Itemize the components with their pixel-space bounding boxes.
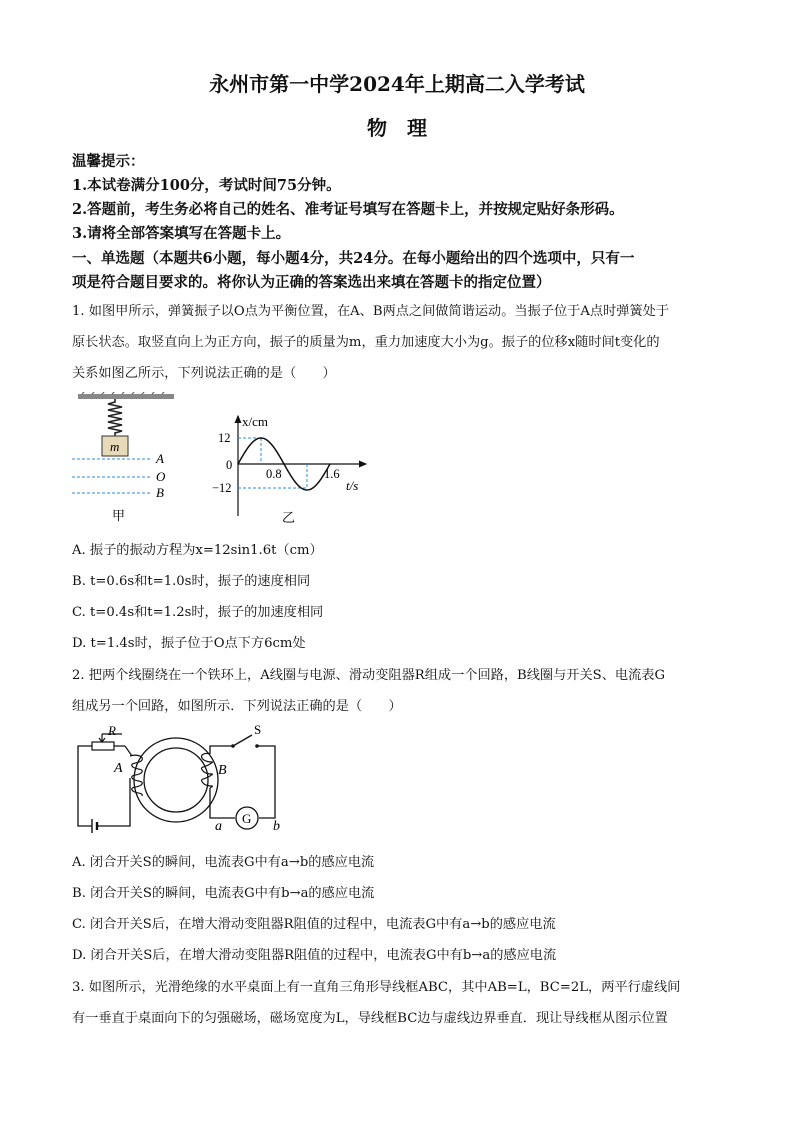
figure-yi-graph	[206, 412, 376, 526]
label-coil-a: A	[114, 761, 123, 776]
caption-jia: 甲	[112, 508, 126, 523]
tip-3: 3.请将全部答案填写在答题卡上。	[72, 225, 291, 242]
subject-title: 物 理	[367, 116, 427, 140]
tip-2: 2.答题前，考生务必将自己的姓名、准考证号填写在答题卡上，并按规定贴好条形码。	[72, 201, 624, 218]
rheostat	[92, 742, 114, 750]
ytick-12: 12	[218, 431, 231, 445]
tips-heading: 温馨提示：	[72, 153, 145, 170]
q3-line1: 3. 如图所示，光滑绝缘的水平桌面上有一直角三角形导线框ABC，其中AB=L，BC=2L，两平行虚线间	[72, 980, 681, 995]
q2-option-a: A. 闭合开关S的瞬间，电流表G中有a→b的感应电流	[72, 855, 375, 870]
section1-line2: 项是符合题目要求的。将你认为正确的答案选出来填在答题卡的指定位置）	[72, 274, 551, 291]
exam-title: 永州市第一中学2024年上期高二入学考试	[209, 72, 585, 96]
coil-a	[130, 755, 142, 796]
ytick-neg12: −12	[212, 481, 232, 495]
x-axis-label: t/s	[346, 478, 359, 493]
wire-right-top	[210, 746, 232, 754]
label-galvanometer: G	[242, 811, 252, 826]
xtick-1.6: 1.6	[324, 467, 340, 481]
q1-option-a: A. 振子的振动方程为x=12sin1.6t（cm）	[72, 543, 323, 558]
xtick-0.8: 0.8	[266, 467, 282, 481]
q1-option-c: C. t=0.4s和t=1.2s时，振子的加速度相同	[72, 605, 324, 620]
ytick-0: 0	[226, 458, 233, 472]
label-a-terminal: a	[215, 819, 222, 834]
q1-line1: 1. 如图甲所示，弹簧振子以O点为平衡位置，在A、B两点之间做简谐运动。当振子位于A点时弹簧处于	[72, 304, 670, 319]
wire-right-side	[257, 746, 275, 818]
q1-line3: 关系如图乙所示，下列说法正确的是（ ）	[72, 366, 336, 381]
wire-left-loop	[78, 746, 125, 826]
label-coil-b: B	[218, 763, 227, 778]
coil-a-lead	[125, 746, 132, 756]
q2-line1: 2. 把两个线圈绕在一个铁环上，A线圈与电源、滑动变阻器R组成一个回路，B线圈与开关S、电流表G	[72, 668, 665, 683]
label-b-terminal: b	[273, 819, 280, 834]
wire-right-bottom	[210, 788, 235, 818]
q2-line2: 组成另一个回路，如图所示．下列说法正确的是（ ）	[72, 699, 402, 714]
q1-option-d: D. t=1.4s时，振子位于O点下方6cm处	[72, 636, 306, 651]
ceiling	[78, 394, 174, 399]
spring	[108, 399, 122, 436]
wire-battery	[97, 778, 130, 826]
label-b: B	[156, 485, 164, 500]
iron-ring-inner	[144, 748, 208, 812]
label-o: O	[156, 469, 166, 484]
iron-ring-outer	[134, 738, 218, 822]
switch-blade	[233, 735, 252, 746]
ceiling-hatch	[82, 392, 166, 394]
section1-line1: 一、单选题（本题共6小题，每小题4分，共24分。在每小题给出的四个选项中，只有一	[72, 250, 635, 267]
y-axis-label: x/cm	[242, 414, 268, 429]
q3-line2: 有一垂直于桌面向下的匀强磁场，磁场宽度为L，导线框BC边与虚线边界垂直．现让导线框从图示位置	[72, 1011, 668, 1026]
caption-yi: 乙	[282, 510, 296, 525]
tip-1: 1.本试卷满分100分，考试时间75分钟。	[72, 177, 341, 194]
figure-jia-spring	[70, 392, 180, 524]
label-switch: S	[254, 722, 262, 737]
q1-option-b: B. t=0.6s和t=1.0s时，振子的速度相同	[72, 574, 311, 589]
q2-option-b: B. 闭合开关S的瞬间，电流表G中有b→a的感应电流	[72, 886, 375, 901]
q2-option-c: C. 闭合开关S后，在增大滑动变阻器R阻值的过程中，电流表G中有a→b的感应电流	[72, 917, 556, 932]
label-a: A	[156, 451, 164, 466]
label-r: R	[108, 723, 116, 738]
mass-label: m	[110, 439, 120, 454]
figure-q2-circuit	[70, 722, 290, 834]
q2-option-d: D. 闭合开关S后，在增大滑动变阻器R阻值的过程中，电流表G中有b→a的感应电流	[72, 948, 557, 963]
q1-line2: 原长状态。取竖直向上为正方向，振子的质量为m，重力加速度大小为g。振子的位移x随时间t变化的	[72, 335, 660, 350]
